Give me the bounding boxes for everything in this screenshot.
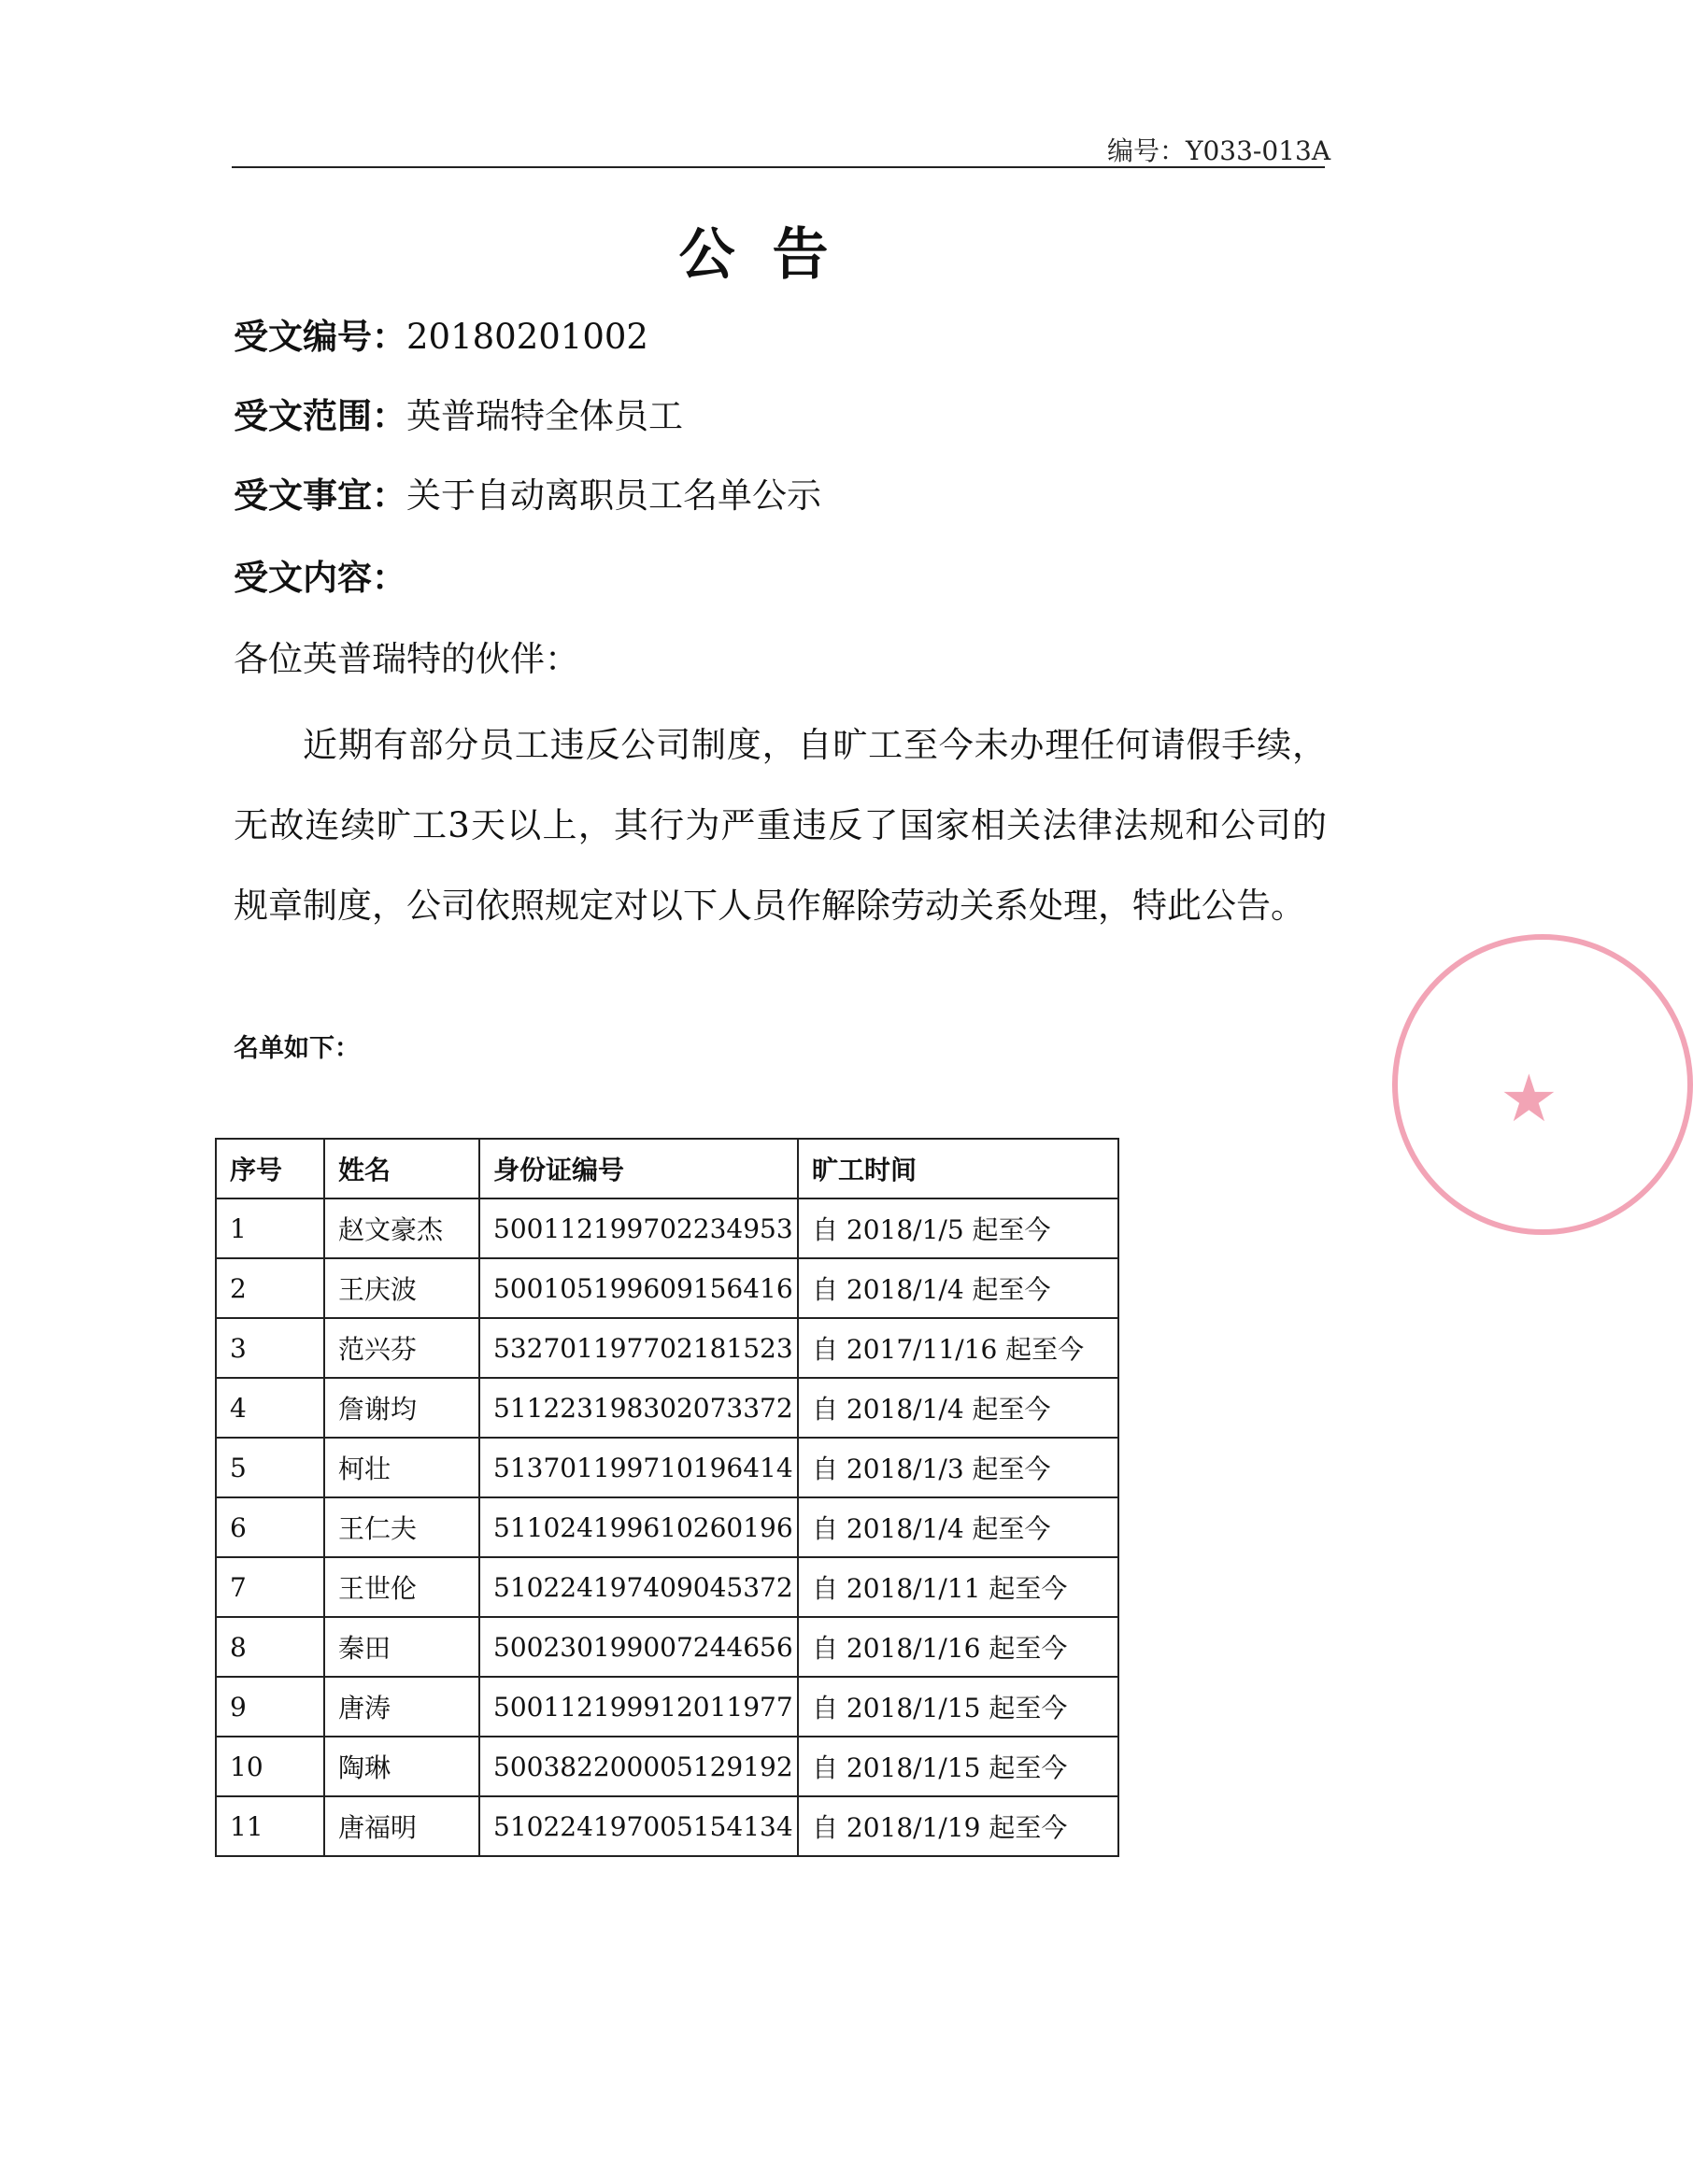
greeting: 各位英普瑞特的伙伴： (234, 639, 579, 679)
column-header-name: 姓名 (324, 1139, 479, 1198)
table-row (216, 1617, 1118, 1677)
cell-name: 柯壮 (324, 1438, 479, 1497)
cell-id-number: 510224197409045372 (479, 1557, 798, 1617)
field-label: 受文内容： (234, 558, 406, 598)
cell-index: 7 (216, 1557, 324, 1617)
cell-id-number: 511024199610260196 (479, 1497, 798, 1557)
field-label: 受文范围： (234, 396, 406, 436)
table-row (216, 1198, 1118, 1258)
seal-star-icon: ★ (1500, 1060, 1558, 1137)
cell-absence-period: 自 2018/1/4 起至今 (798, 1258, 1118, 1318)
employee-table (215, 1138, 1119, 1857)
cell-index: 1 (216, 1198, 324, 1258)
page-title: 公告 (678, 222, 866, 288)
table-row (216, 1677, 1118, 1737)
field-label: 受文事宜： (234, 475, 406, 516)
table-row (216, 1497, 1118, 1557)
column-header-id: 身份证编号 (479, 1139, 798, 1198)
cell-index: 3 (216, 1318, 324, 1378)
cell-id-number: 513701199710196414 (479, 1438, 798, 1497)
cell-absence-period: 自 2017/11/16 起至今 (798, 1318, 1118, 1378)
cell-index: 2 (216, 1258, 324, 1318)
cell-id-number: 500105199609156416 (479, 1258, 798, 1318)
cell-name: 詹谢均 (324, 1378, 479, 1438)
column-header-absence: 旷工时间 (798, 1139, 1118, 1198)
table-header-row (216, 1139, 1118, 1198)
field-label: 受文编号： (234, 317, 406, 357)
cell-id-number: 500112199912011977 (479, 1677, 798, 1737)
cell-absence-period: 自 2018/1/3 起至今 (798, 1438, 1118, 1497)
field-value: 20180201002 (406, 317, 648, 357)
cell-id-number: 532701197702181523 (479, 1318, 798, 1378)
table-row (216, 1378, 1118, 1438)
cell-index: 8 (216, 1617, 324, 1677)
cell-id-number: 500382200005129192 (479, 1737, 798, 1796)
cell-index: 10 (216, 1737, 324, 1796)
field-content (234, 549, 406, 600)
cell-id-number: 511223198302073372 (479, 1378, 798, 1438)
cell-absence-period: 自 2018/1/15 起至今 (798, 1737, 1118, 1796)
field-doc-number (234, 308, 648, 359)
cell-absence-period: 自 2018/1/4 起至今 (798, 1497, 1118, 1557)
cell-absence-period: 自 2018/1/16 起至今 (798, 1617, 1118, 1677)
cell-id-number: 500230199007244656 (479, 1617, 798, 1677)
cell-name: 王庆波 (324, 1258, 479, 1318)
cell-absence-period: 自 2018/1/19 起至今 (798, 1796, 1118, 1856)
table-row (216, 1737, 1118, 1796)
cell-name: 唐涛 (324, 1677, 479, 1737)
cell-absence-period: 自 2018/1/11 起至今 (798, 1557, 1118, 1617)
table-row (216, 1438, 1118, 1497)
header-divider (232, 166, 1325, 168)
field-scope (234, 388, 683, 438)
cell-name: 陶琳 (324, 1737, 479, 1796)
cell-id-number: 500112199702234953 (479, 1198, 798, 1258)
cell-absence-period: 自 2018/1/4 起至今 (798, 1378, 1118, 1438)
cell-absence-period: 自 2018/1/5 起至今 (798, 1198, 1118, 1258)
cell-name: 唐福明 (324, 1796, 479, 1856)
table-row (216, 1258, 1118, 1318)
cell-name: 王仁夫 (324, 1497, 479, 1557)
cell-name: 王世伦 (324, 1557, 479, 1617)
field-value: 英普瑞特全体员工 (406, 396, 683, 436)
cell-name: 赵文豪杰 (324, 1198, 479, 1258)
cell-name: 秦田 (324, 1617, 479, 1677)
table-row (216, 1796, 1118, 1856)
field-subject (234, 467, 821, 518)
column-header-index: 序号 (216, 1139, 324, 1198)
cell-name: 范兴芬 (324, 1318, 479, 1378)
cell-id-number: 510224197005154134 (479, 1796, 798, 1856)
field-value: 关于自动离职员工名单公示 (406, 475, 821, 516)
table-row (216, 1318, 1118, 1378)
cell-index: 6 (216, 1497, 324, 1557)
cell-absence-period: 自 2018/1/15 起至今 (798, 1677, 1118, 1737)
cell-index: 4 (216, 1378, 324, 1438)
document-number: 编号：Y033-013A (1107, 135, 1331, 166)
cell-index: 11 (216, 1796, 324, 1856)
list-intro: 名单如下： (234, 1034, 360, 1063)
table-row (216, 1557, 1118, 1617)
cell-index: 9 (216, 1677, 324, 1737)
announcement-body: 近期有部分员工违反公司制度，自旷工至今未办理任何请假手续，无故连续旷工3天以上，其行为严重违反了国家相关法律法规和公司的规章制度，公司依照规定对以下人员作解除劳动关系处理，特此公告。 (234, 725, 1327, 926)
cell-index: 5 (216, 1438, 324, 1497)
